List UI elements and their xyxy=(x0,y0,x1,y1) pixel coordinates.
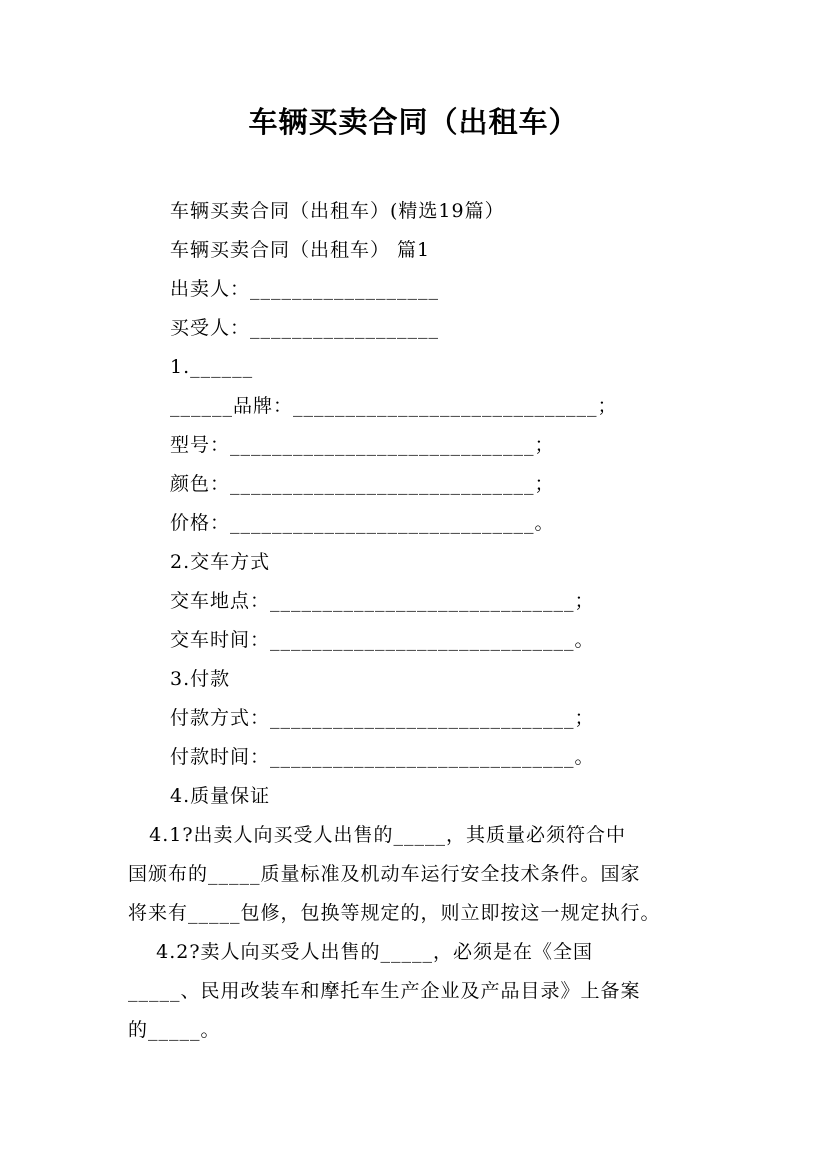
seller-line: 出卖人：__________________ xyxy=(170,278,440,300)
model-line: 型号：_____________________________； xyxy=(170,434,555,456)
section-heading: 车辆买卖合同（出租车） 篇1 xyxy=(170,239,431,261)
color-line: 颜色：_____________________________； xyxy=(170,473,555,495)
clause-4-2-line-3: 的_____。 xyxy=(128,1019,221,1041)
delivery-location-line: 交车地点：_____________________________； xyxy=(170,590,595,612)
subtitle-line: 车辆买卖合同（出租车）(精选19篇） xyxy=(170,200,505,222)
payment-time-line: 付款时间：_____________________________。 xyxy=(170,746,595,768)
buyer-line: 买受人：__________________ xyxy=(170,317,440,339)
item-1-line: 1.______ xyxy=(170,356,254,378)
clause-4-1-line-2: 国颁布的_____质量标准及机动车运行安全技术条件。国家 xyxy=(128,863,641,885)
delivery-method-heading: 2.交车方式 xyxy=(170,551,271,573)
delivery-time-line: 交车时间：_____________________________。 xyxy=(170,629,595,651)
document-title: 车辆买卖合同（出租车） xyxy=(248,105,579,139)
payment-method-line: 付款方式：_____________________________； xyxy=(170,707,595,729)
price-line: 价格：_____________________________。 xyxy=(170,512,555,534)
clause-4-2-line-1: 4.2?卖人向买受人出售的_____，必须是在《全国 xyxy=(128,941,594,963)
clause-4-1-line-3: 将来有_____包修，包换等规定的，则立即按这一规定执行。 xyxy=(128,902,661,924)
brand-line: ______品牌：_____________________________； xyxy=(170,395,618,417)
clause-4-2-line-2: _____、民用改装车和摩托车生产企业及产品目录》上备案 xyxy=(128,980,641,1002)
clause-4-1-line-1: 4.1?出卖人向买受人出售的_____，其质量必须符合中 xyxy=(128,824,627,846)
quality-heading: 4.质量保证 xyxy=(170,785,271,807)
payment-heading: 3.付款 xyxy=(170,668,231,690)
